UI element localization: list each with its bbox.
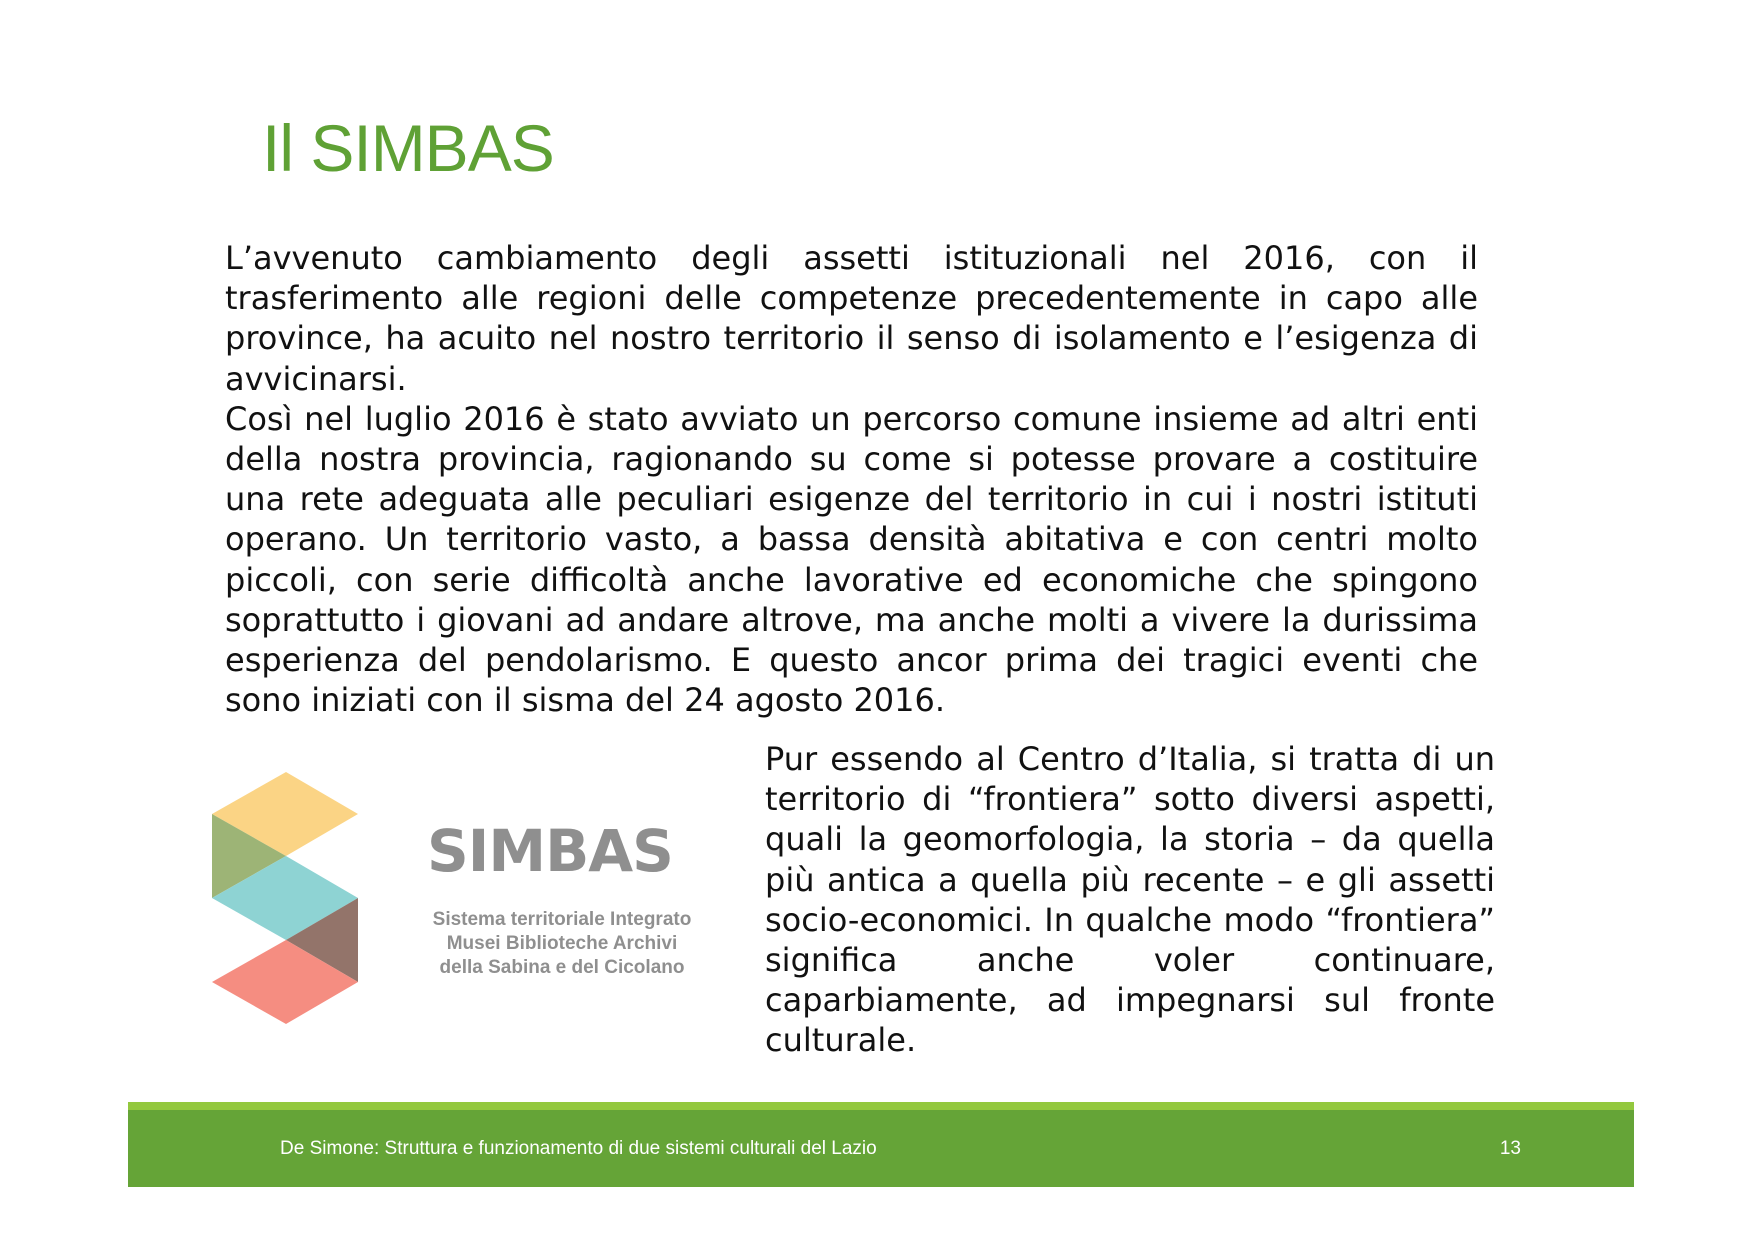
body-text xyxy=(225,238,1478,720)
page-number: 13 xyxy=(1499,1138,1521,1159)
footer-bar xyxy=(128,1110,1634,1187)
logo-subtitle-line-3: della Sabina e del Cicolano xyxy=(439,957,685,978)
logo-subtitle xyxy=(417,908,707,980)
logo-subtitle-line-2: Musei Biblioteche Archivi xyxy=(446,933,678,954)
logo-wordmark: SIMBAS xyxy=(427,817,673,885)
footer-accent-line xyxy=(128,1102,1634,1110)
paragraph-2: Così nel luglio 2016 è stato avviato un percorso comune insieme ad altri enti della nostra provincia, ragionando su come si potesse provare a costituire una rete adeguata alle peculiari esigenze del territorio in cui i nostri istituti operano. Un territorio vasto, a bassa densità abitativa e con centri molto piccoli, con serie difficoltà anche lavorative ed economiche che spingono soprattutto i giovani ad andare altrove, ma anche molti a vivere la durissima esperienza del pendolarismo. E questo ancor prima dei tragici eventi che sono iniziati con il sisma del 24 agosto 2016. xyxy=(225,399,1478,720)
footer-text: De Simone: Struttura e funzionamento di due sistemi culturali del Lazio xyxy=(280,1138,877,1159)
logo-subtitle-line-1: Sistema territoriale Integrato xyxy=(432,909,692,930)
side-paragraph: Pur essendo al Centro d’Italia, si tratta di un territorio di “frontiera” sotto diversi aspetti, quali la geomorfologia, la storia – da quella più antica a quella più recente – e gli assetti socio-economici. In qualche modo “frontiera” significa anche voler continuare, caparbiamente, ad impegnarsi sul fronte culturale. xyxy=(765,740,1495,1060)
simbas-s-mark-icon xyxy=(212,772,362,1028)
simbas-logo xyxy=(212,772,732,1028)
slide-title: Il SIMBAS xyxy=(262,111,554,185)
paragraph-1: L’avvenuto cambiamento degli assetti istituzionali nel 2016, con il trasferimento alle regioni delle competenze precedentemente in capo alle province, ha acuito nel nostro territorio il senso di isolamento e l’esigenza di avvicinarsi. xyxy=(225,239,1478,398)
